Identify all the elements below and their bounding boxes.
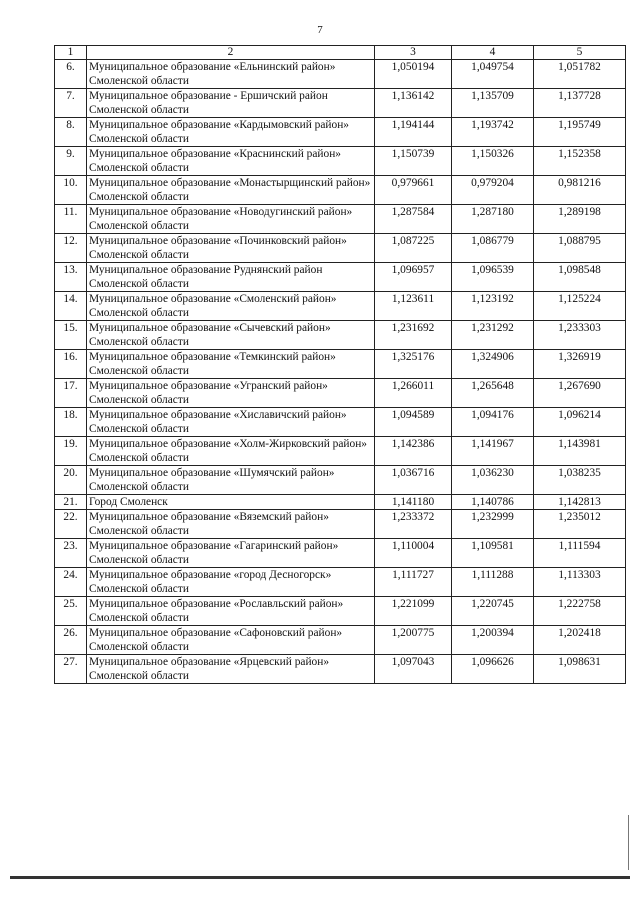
page-number: 7 <box>317 24 323 36</box>
row-number-cell: 23. <box>55 539 87 568</box>
row-number-cell: 15. <box>55 321 87 350</box>
table-row <box>55 263 626 292</box>
value-col-5-cell: 1,113303 <box>534 568 626 597</box>
value-col-4-cell: 1,232999 <box>452 510 534 539</box>
row-number-cell: 21. <box>55 495 87 510</box>
value-col-3-cell: 1,200775 <box>375 626 452 655</box>
value-col-3-cell: 1,142386 <box>375 437 452 466</box>
municipality-name-cell: Муниципальное образование «Сычевский район» Смоленской области <box>87 321 375 350</box>
value-col-4-cell: 1,036230 <box>452 466 534 495</box>
header-col-4: 4 <box>452 46 534 60</box>
table-row <box>55 292 626 321</box>
value-col-5-cell: 1,152358 <box>534 147 626 176</box>
row-number-cell: 19. <box>55 437 87 466</box>
value-col-4-cell: 1,141967 <box>452 437 534 466</box>
table-row <box>55 118 626 147</box>
value-col-5-cell: 0,981216 <box>534 176 626 205</box>
table-row <box>55 147 626 176</box>
value-col-5-cell: 1,096214 <box>534 408 626 437</box>
municipality-name-cell: Муниципальное образование «Смоленский район» Смоленской области <box>87 292 375 321</box>
municipality-name-cell: Муниципальное образование Руднянский район Смоленской области <box>87 263 375 292</box>
value-col-5-cell: 1,098548 <box>534 263 626 292</box>
header-col-5: 5 <box>534 46 626 60</box>
municipality-name-cell: Муниципальное образование «Хиславичский район» Смоленской области <box>87 408 375 437</box>
row-number-cell: 18. <box>55 408 87 437</box>
municipality-name-cell: Муниципальное образование «Монастырщинский район» Смоленской области <box>87 176 375 205</box>
value-col-4-cell: 0,979204 <box>452 176 534 205</box>
value-col-3-cell: 1,266011 <box>375 379 452 408</box>
value-col-5-cell: 1,289198 <box>534 205 626 234</box>
municipality-name-cell: Город Смоленск <box>87 495 375 510</box>
value-col-4-cell: 1,049754 <box>452 60 534 89</box>
value-col-4-cell: 1,193742 <box>452 118 534 147</box>
table-row <box>55 321 626 350</box>
table-row <box>55 655 626 684</box>
value-col-3-cell: 1,287584 <box>375 205 452 234</box>
row-number-cell: 16. <box>55 350 87 379</box>
value-col-4-cell: 1,096539 <box>452 263 534 292</box>
value-col-4-cell: 1,324906 <box>452 350 534 379</box>
value-col-5-cell: 1,111594 <box>534 539 626 568</box>
data-table <box>54 45 626 684</box>
value-col-5-cell: 1,195749 <box>534 118 626 147</box>
value-col-4-cell: 1,109581 <box>452 539 534 568</box>
row-number-cell: 24. <box>55 568 87 597</box>
row-number-cell: 22. <box>55 510 87 539</box>
table-row <box>55 379 626 408</box>
value-col-3-cell: 1,050194 <box>375 60 452 89</box>
row-number-cell: 11. <box>55 205 87 234</box>
row-number-cell: 12. <box>55 234 87 263</box>
value-col-3-cell: 1,150739 <box>375 147 452 176</box>
municipality-name-cell: Муниципальное образование «Рославльский район» Смоленской области <box>87 597 375 626</box>
table-row <box>55 89 626 118</box>
row-number-cell: 8. <box>55 118 87 147</box>
value-col-5-cell: 1,137728 <box>534 89 626 118</box>
value-col-3-cell: 1,233372 <box>375 510 452 539</box>
value-col-3-cell: 1,231692 <box>375 321 452 350</box>
value-col-5-cell: 1,267690 <box>534 379 626 408</box>
municipality-name-cell: Муниципальное образование «Починковский район» Смоленской области <box>87 234 375 263</box>
value-col-3-cell: 1,094589 <box>375 408 452 437</box>
value-col-4-cell: 1,086779 <box>452 234 534 263</box>
municipality-name-cell: Муниципальное образование «Шумячский район» Смоленской области <box>87 466 375 495</box>
municipality-name-cell: Муниципальное образование «Угранский район» Смоленской области <box>87 379 375 408</box>
table-row <box>55 205 626 234</box>
value-col-3-cell: 1,325176 <box>375 350 452 379</box>
municipality-name-cell: Муниципальное образование «Сафоновский район» Смоленской области <box>87 626 375 655</box>
header-col-2: 2 <box>87 46 375 60</box>
table-body <box>55 60 626 684</box>
value-col-4-cell: 1,265648 <box>452 379 534 408</box>
value-col-3-cell: 1,096957 <box>375 263 452 292</box>
scan-edge-mark <box>628 815 629 870</box>
value-col-4-cell: 1,231292 <box>452 321 534 350</box>
value-col-3-cell: 1,111727 <box>375 568 452 597</box>
value-col-5-cell: 1,202418 <box>534 626 626 655</box>
value-col-4-cell: 1,135709 <box>452 89 534 118</box>
row-number-cell: 9. <box>55 147 87 176</box>
municipality-name-cell: Муниципальное образование «Новодугинский район» Смоленской области <box>87 205 375 234</box>
value-col-5-cell: 1,051782 <box>534 60 626 89</box>
table-row <box>55 466 626 495</box>
value-col-4-cell: 1,287180 <box>452 205 534 234</box>
value-col-3-cell: 1,136142 <box>375 89 452 118</box>
value-col-3-cell: 1,087225 <box>375 234 452 263</box>
header-col-3: 3 <box>375 46 452 60</box>
bottom-divider <box>10 876 630 879</box>
row-number-cell: 13. <box>55 263 87 292</box>
row-number-cell: 26. <box>55 626 87 655</box>
header-col-1: 1 <box>55 46 87 60</box>
table-row <box>55 568 626 597</box>
value-col-5-cell: 1,142813 <box>534 495 626 510</box>
value-col-5-cell: 1,143981 <box>534 437 626 466</box>
row-number-cell: 25. <box>55 597 87 626</box>
row-number-cell: 7. <box>55 89 87 118</box>
municipality-name-cell: Муниципальное образование - Ершичский район Смоленской области <box>87 89 375 118</box>
value-col-4-cell: 1,111288 <box>452 568 534 597</box>
municipality-name-cell: Муниципальное образование «Темкинский район» Смоленской области <box>87 350 375 379</box>
value-col-5-cell: 1,222758 <box>534 597 626 626</box>
municipality-name-cell: Муниципальное образование «Ельнинский район» Смоленской области <box>87 60 375 89</box>
value-col-4-cell: 1,150326 <box>452 147 534 176</box>
value-col-3-cell: 1,110004 <box>375 539 452 568</box>
table-row <box>55 510 626 539</box>
table-row <box>55 60 626 89</box>
table-row <box>55 597 626 626</box>
row-number-cell: 20. <box>55 466 87 495</box>
value-col-5-cell: 1,088795 <box>534 234 626 263</box>
value-col-5-cell: 1,326919 <box>534 350 626 379</box>
value-col-4-cell: 1,096626 <box>452 655 534 684</box>
value-col-5-cell: 1,235012 <box>534 510 626 539</box>
municipality-name-cell: Муниципальное образование «Краснинский район» Смоленской области <box>87 147 375 176</box>
value-col-3-cell: 1,036716 <box>375 466 452 495</box>
value-col-4-cell: 1,220745 <box>452 597 534 626</box>
value-col-3-cell: 1,141180 <box>375 495 452 510</box>
table-row <box>55 626 626 655</box>
municipality-name-cell: Муниципальное образование «Вяземский район» Смоленской области <box>87 510 375 539</box>
municipality-name-cell: Муниципальное образование «город Десногорск» Смоленской области <box>87 568 375 597</box>
municipality-name-cell: Муниципальное образование «Гагаринский район» Смоленской области <box>87 539 375 568</box>
value-col-4-cell: 1,140786 <box>452 495 534 510</box>
value-col-3-cell: 1,097043 <box>375 655 452 684</box>
value-col-5-cell: 1,038235 <box>534 466 626 495</box>
municipality-name-cell: Муниципальное образование «Кардымовский район» Смоленской области <box>87 118 375 147</box>
value-col-5-cell: 1,098631 <box>534 655 626 684</box>
header-row <box>55 46 626 60</box>
table-row <box>55 176 626 205</box>
value-col-5-cell: 1,233303 <box>534 321 626 350</box>
value-col-5-cell: 1,125224 <box>534 292 626 321</box>
table-row <box>55 539 626 568</box>
value-col-3-cell: 1,123611 <box>375 292 452 321</box>
row-number-cell: 17. <box>55 379 87 408</box>
table-row <box>55 437 626 466</box>
table-row <box>55 495 626 510</box>
row-number-cell: 6. <box>55 60 87 89</box>
row-number-cell: 14. <box>55 292 87 321</box>
value-col-4-cell: 1,094176 <box>452 408 534 437</box>
value-col-3-cell: 0,979661 <box>375 176 452 205</box>
row-number-cell: 27. <box>55 655 87 684</box>
value-col-3-cell: 1,221099 <box>375 597 452 626</box>
municipality-name-cell: Муниципальное образование «Ярцевский район» Смоленской области <box>87 655 375 684</box>
row-number-cell: 10. <box>55 176 87 205</box>
value-col-4-cell: 1,200394 <box>452 626 534 655</box>
value-col-3-cell: 1,194144 <box>375 118 452 147</box>
table-row <box>55 408 626 437</box>
table-row <box>55 350 626 379</box>
table-row <box>55 234 626 263</box>
value-col-4-cell: 1,123192 <box>452 292 534 321</box>
municipality-name-cell: Муниципальное образование «Холм-Жирковский район» Смоленской области <box>87 437 375 466</box>
